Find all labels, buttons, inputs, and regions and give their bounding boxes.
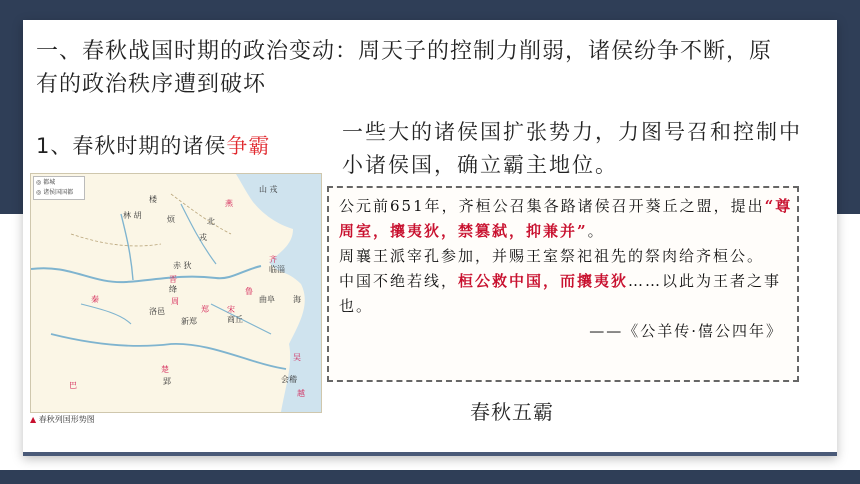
map-label-ba: 巴 — [69, 381, 77, 390]
map-label-shanrong: 山 戎 — [259, 185, 278, 194]
quote-paragraph-1 — [339, 194, 797, 244]
quote-box — [327, 186, 799, 382]
map-caption — [30, 414, 95, 425]
map-label-qufu: 曲阜 — [259, 295, 275, 304]
map-label-ying: 郢 — [163, 377, 171, 386]
map-caption-text: 春秋列国形势图 — [38, 415, 95, 424]
quote-text: 公元前651年，齐桓公召集各路诸侯召开葵丘之盟，提出 — [339, 197, 765, 215]
map-label-lu: 鲁 — [245, 287, 253, 296]
quote-highlight: 桓公救中国，而攘夷狄 — [458, 272, 629, 290]
map-label-shangqiu: 商丘 — [227, 315, 243, 324]
section-subheading — [36, 132, 270, 160]
map-legend — [33, 176, 85, 200]
map-label-rong: 戎 — [199, 233, 207, 242]
map-label-song: 宋 — [227, 305, 235, 314]
five-hegemons-caption: 春秋五霸 — [470, 400, 554, 424]
quote-paragraph-2: 周襄王派宰孔参加，并赐王室祭祀祖先的祭肉给齐桓公。 — [339, 247, 765, 265]
quote-paragraph-3 — [339, 269, 797, 319]
subheading-text: 1、春秋时期的诸侯 — [36, 134, 227, 158]
quote-text: 中国不绝若线， — [339, 272, 459, 290]
map-label-chu: 楚 — [161, 365, 169, 374]
map-label-yan: 燕 — [225, 199, 233, 208]
map-label-jin: 晋 — [169, 275, 177, 284]
legend-state-capital: ◎ 诸侯国国都 — [36, 189, 74, 196]
map-label-jiang: 绛 — [169, 285, 177, 294]
map-label-zhou: 周 — [171, 297, 179, 306]
map-label-chidi: 赤 狄 — [173, 261, 192, 270]
spring-autumn-map — [30, 173, 322, 413]
slide-heading: 一、春秋战国时期的政治变动：周天子的控制力削弱，诸侯纷争不断，原有的政治秩序遭到破坏 — [36, 39, 773, 97]
subheading-highlight: 争霸 — [226, 134, 271, 158]
map-label-qi: 齐 — [269, 255, 277, 264]
quote-text: ……以此为王者之事也。 — [339, 272, 782, 315]
map-label-xinzheng: 新郑 — [181, 317, 197, 326]
map-label-wu: 吴 — [293, 353, 301, 362]
map-label-kuaiji: 会稽 — [281, 375, 297, 384]
quote-text: 。 — [587, 222, 605, 240]
map-label-qin: 秦 — [91, 295, 99, 304]
footer-bar — [0, 470, 860, 484]
card-bottom-accent — [23, 452, 837, 456]
legend-capital: ◎ 都城 — [36, 179, 56, 186]
quote-source: ——《公羊传·僖公四年》 — [589, 322, 783, 340]
quote-highlight: “尊周室，攘夷狄，禁篡弑，抑兼并” — [339, 197, 793, 240]
map-label-yue: 越 — [297, 389, 305, 398]
map-label-zheng: 郑 — [201, 305, 209, 314]
map-label-linzi: 临淄 — [269, 265, 285, 274]
map-label-hai: 海 — [293, 295, 301, 304]
map-label-bei: 北 — [207, 217, 215, 226]
description-text: 一些大的诸侯国扩张势力，力图号召和控制中小诸侯国，确立霸主地位。 — [342, 120, 802, 177]
map-label-luoyi: 洛邑 — [149, 307, 165, 316]
caption-triangle-icon: ▲ — [30, 415, 37, 424]
map-label-fan: 烦 — [167, 215, 175, 224]
map-label-linhu: 林 胡 — [123, 211, 142, 220]
map-label-lou: 楼 — [149, 195, 157, 204]
